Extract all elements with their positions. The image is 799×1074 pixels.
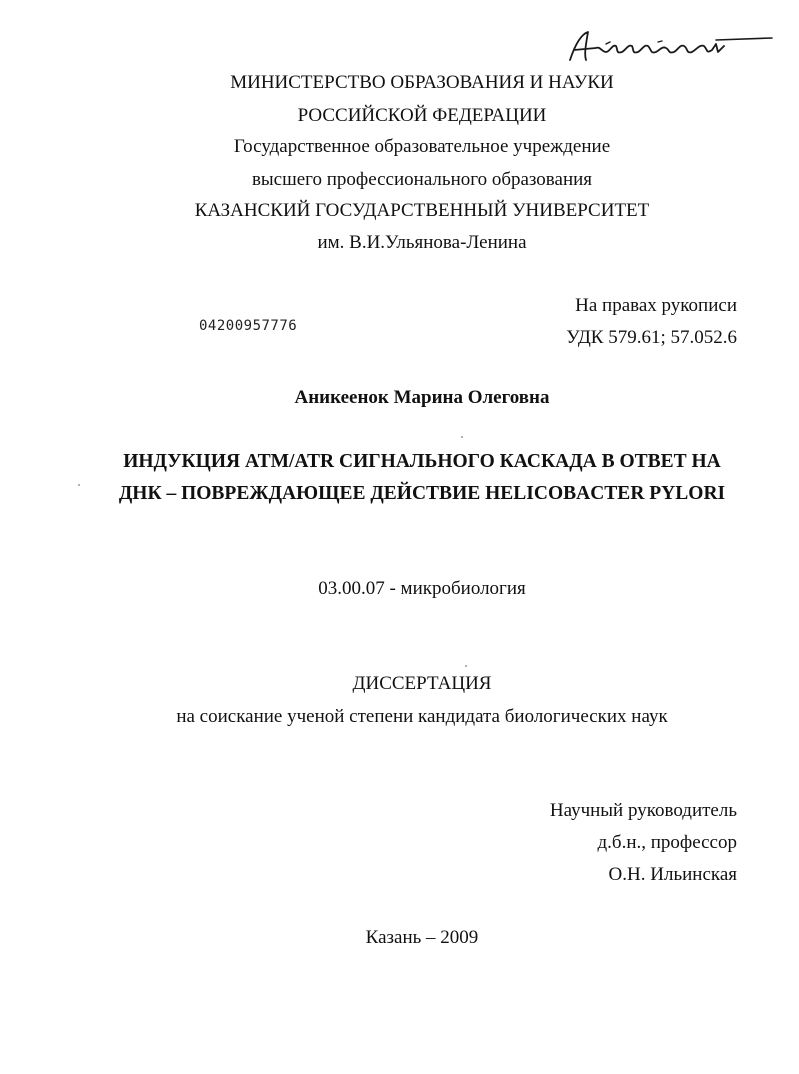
city-year: Казань – 2009 bbox=[365, 927, 479, 948]
degree-description: на соискание ученой степени кандидата биологических наук bbox=[176, 706, 668, 727]
scan-speck bbox=[465, 665, 467, 667]
ministry-line-2: РОССИЙСКОЙ ФЕДЕРАЦИИ bbox=[297, 105, 547, 126]
institution-line-1: Государственное образовательное учреждение bbox=[233, 136, 611, 157]
handwritten-signature bbox=[566, 22, 776, 72]
institution-line-2: высшего профессионального образования bbox=[251, 169, 593, 190]
supervisor-name: О.Н. Ильинская bbox=[608, 864, 737, 885]
university-named-after: им. В.И.Ульянова-Ленина bbox=[317, 232, 527, 253]
scan-speck bbox=[461, 436, 463, 438]
specialty-code: 03.00.07 - микробиология bbox=[318, 578, 526, 599]
scan-speck bbox=[78, 484, 80, 486]
supervisor-label: Научный руководитель bbox=[549, 800, 737, 821]
author-name: Аникеенок Марина Олеговна bbox=[294, 387, 550, 408]
udc-code: УДК 579.61; 57.052.6 bbox=[566, 327, 737, 348]
thesis-title-line-1: ИНДУКЦИЯ ATM/ATR СИГНАЛЬНОГО КАСКАДА В ОТВЕТ НА bbox=[123, 451, 721, 472]
university-name: КАЗАНСКИЙ ГОСУДАРСТВЕННЫЙ УНИВЕРСИТЕТ bbox=[194, 200, 650, 221]
ministry-line-1: МИНИСТЕРСТВО ОБРАЗОВАНИЯ И НАУКИ bbox=[230, 72, 614, 93]
supervisor-title: д.б.н., профессор bbox=[597, 832, 737, 853]
archive-number: 04200957776 bbox=[199, 318, 298, 334]
document-type: ДИССЕРТАЦИЯ bbox=[352, 673, 492, 694]
thesis-title-line-2: ДНК – ПОВРЕЖДАЮЩЕЕ ДЕЙСТВИЕ HELICOBACTER PYLORI bbox=[118, 483, 726, 504]
manuscript-rights: На правах рукописи bbox=[575, 295, 737, 316]
